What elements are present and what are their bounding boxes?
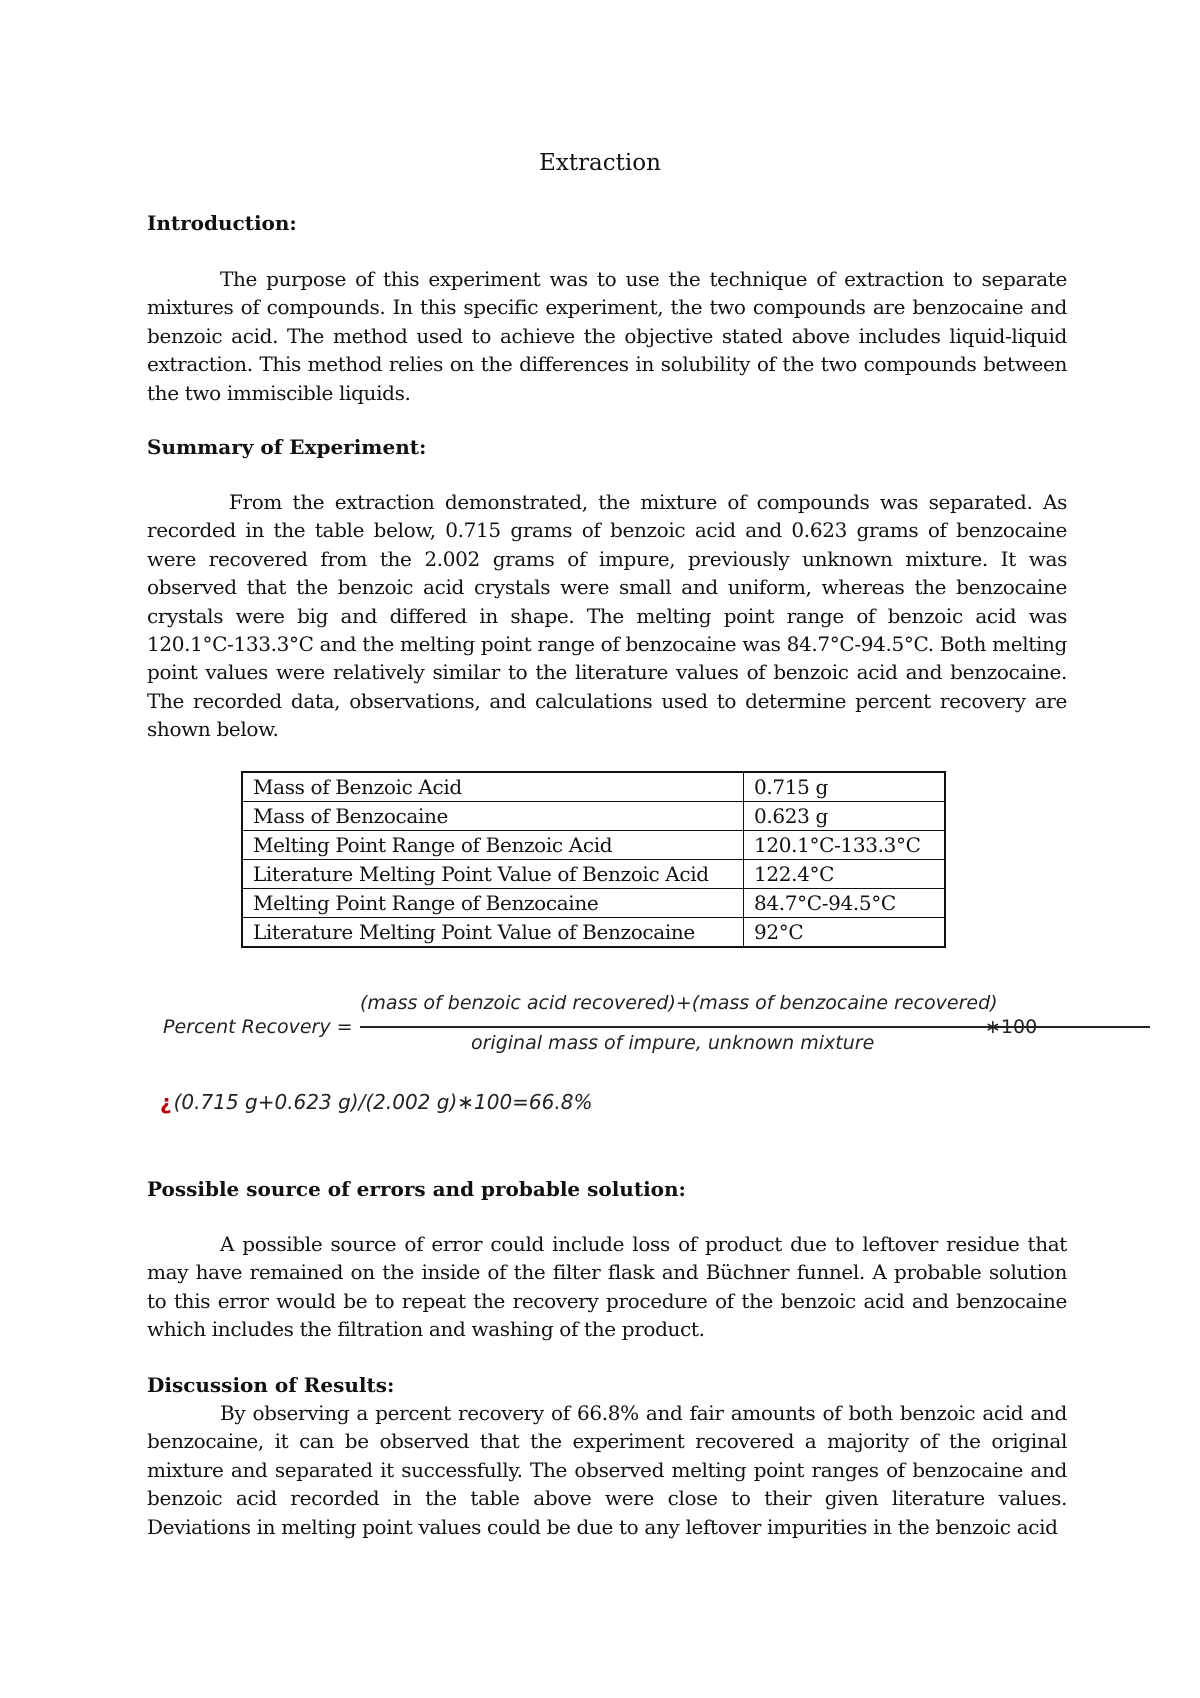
error-marker: ¿ bbox=[160, 1090, 172, 1114]
results-table bbox=[241, 771, 946, 948]
calculation-line bbox=[160, 1090, 592, 1114]
table-row bbox=[242, 860, 945, 889]
table-cell-value: 92°C bbox=[744, 918, 946, 948]
summary-text: From the extraction demonstrated, the mixture of compounds was separated. As recorded in the table below, 0.715 grams of benzoic acid and 0.623 grams of benzocaine were recovered from the 2.002 grams of impure, previously unknown mixture. It was observed that the benzoic acid crystals were small and uniform, whereas the benzocaine crystals were big and differed in shape. The melting point range of benzoic acid was 120.1°C-133.3°C and the melting point range of benzocaine was 84.7°C-94.5°C. Both melting point values were relatively similar to the literature values of benzoic acid and benzocaine. The recorded data, observations, and calculations used to determine percent recovery are shown below. bbox=[147, 490, 1067, 742]
percent-recovery-equation bbox=[163, 992, 1063, 1064]
table-cell-value: 120.1°C-133.3°C bbox=[744, 831, 946, 860]
table-cell-label: Literature Melting Point Value of Benzocaine bbox=[242, 918, 744, 948]
table-cell-value: 84.7°C-94.5°C bbox=[744, 889, 946, 918]
table-row bbox=[242, 831, 945, 860]
errors-heading: Possible source of errors and probable solution: bbox=[147, 1177, 686, 1201]
table-cell-label: Melting Point Range of Benzocaine bbox=[242, 889, 744, 918]
calculation-text: (0.715 g+0.623 g)/(2.002 g)∗100=66.8% bbox=[173, 1090, 593, 1114]
table-row bbox=[242, 889, 945, 918]
table-cell-label: Literature Melting Point Value of Benzoic Acid bbox=[242, 860, 744, 889]
summary-paragraph bbox=[147, 488, 1067, 744]
summary-heading: Summary of Experiment: bbox=[147, 435, 427, 459]
table-cell-value: 0.715 g bbox=[744, 772, 946, 802]
errors-text: A possible source of error could include loss of product due to leftover residue that may have remained on the inside of the filter flask and Büchner funnel. A probable solution to this error would be to repeat the recovery procedure of the benzoic acid and benzocaine which includes the filtration and washing of the product. bbox=[147, 1232, 1067, 1342]
table-row bbox=[242, 918, 945, 948]
discussion-paragraph bbox=[147, 1399, 1067, 1541]
equation-lhs: Percent Recovery = bbox=[163, 1016, 353, 1038]
discussion-text: By observing a percent recovery of 66.8% and fair amounts of both benzoic acid and benzocaine, it can be observed that the experiment recovered a majority of the original mixture and separated it successfully. The observed melting point ranges of benzocaine and benzoic acid recorded in the table above were close to their given literature values. Deviations in melting point values could be due to any leftover impurities in the benzoic acid bbox=[147, 1401, 1067, 1539]
introduction-heading: Introduction: bbox=[147, 211, 297, 235]
page-title: Extraction bbox=[539, 150, 661, 176]
table-row bbox=[242, 772, 945, 802]
discussion-heading: Discussion of Results: bbox=[147, 1373, 395, 1397]
table-row bbox=[242, 802, 945, 831]
table-cell-label: Melting Point Range of Benzoic Acid bbox=[242, 831, 744, 860]
table-cell-label: Mass of Benzoic Acid bbox=[242, 772, 744, 802]
equation-rhs: ∗100 bbox=[985, 1016, 1038, 1038]
introduction-text: The purpose of this experiment was to use the technique of extraction to separate mixtures of compounds. In this specific experiment, the two compounds are benzocaine and benzoic acid. The method used to achieve the objective stated above includes liquid-liquid extraction. This method relies on the differences in solubility of the two compounds between the two immiscible liquids. bbox=[147, 267, 1067, 405]
equation-numerator: (mass of benzoic acid recovered)+(mass of benzocaine recovered) bbox=[360, 992, 998, 1014]
equation-denominator: original mass of impure, unknown mixture bbox=[471, 1032, 875, 1054]
errors-paragraph bbox=[147, 1230, 1067, 1344]
table-cell-value: 0.623 g bbox=[744, 802, 946, 831]
table-cell-value: 122.4°C bbox=[744, 860, 946, 889]
introduction-paragraph bbox=[147, 265, 1067, 407]
table-cell-label: Mass of Benzocaine bbox=[242, 802, 744, 831]
